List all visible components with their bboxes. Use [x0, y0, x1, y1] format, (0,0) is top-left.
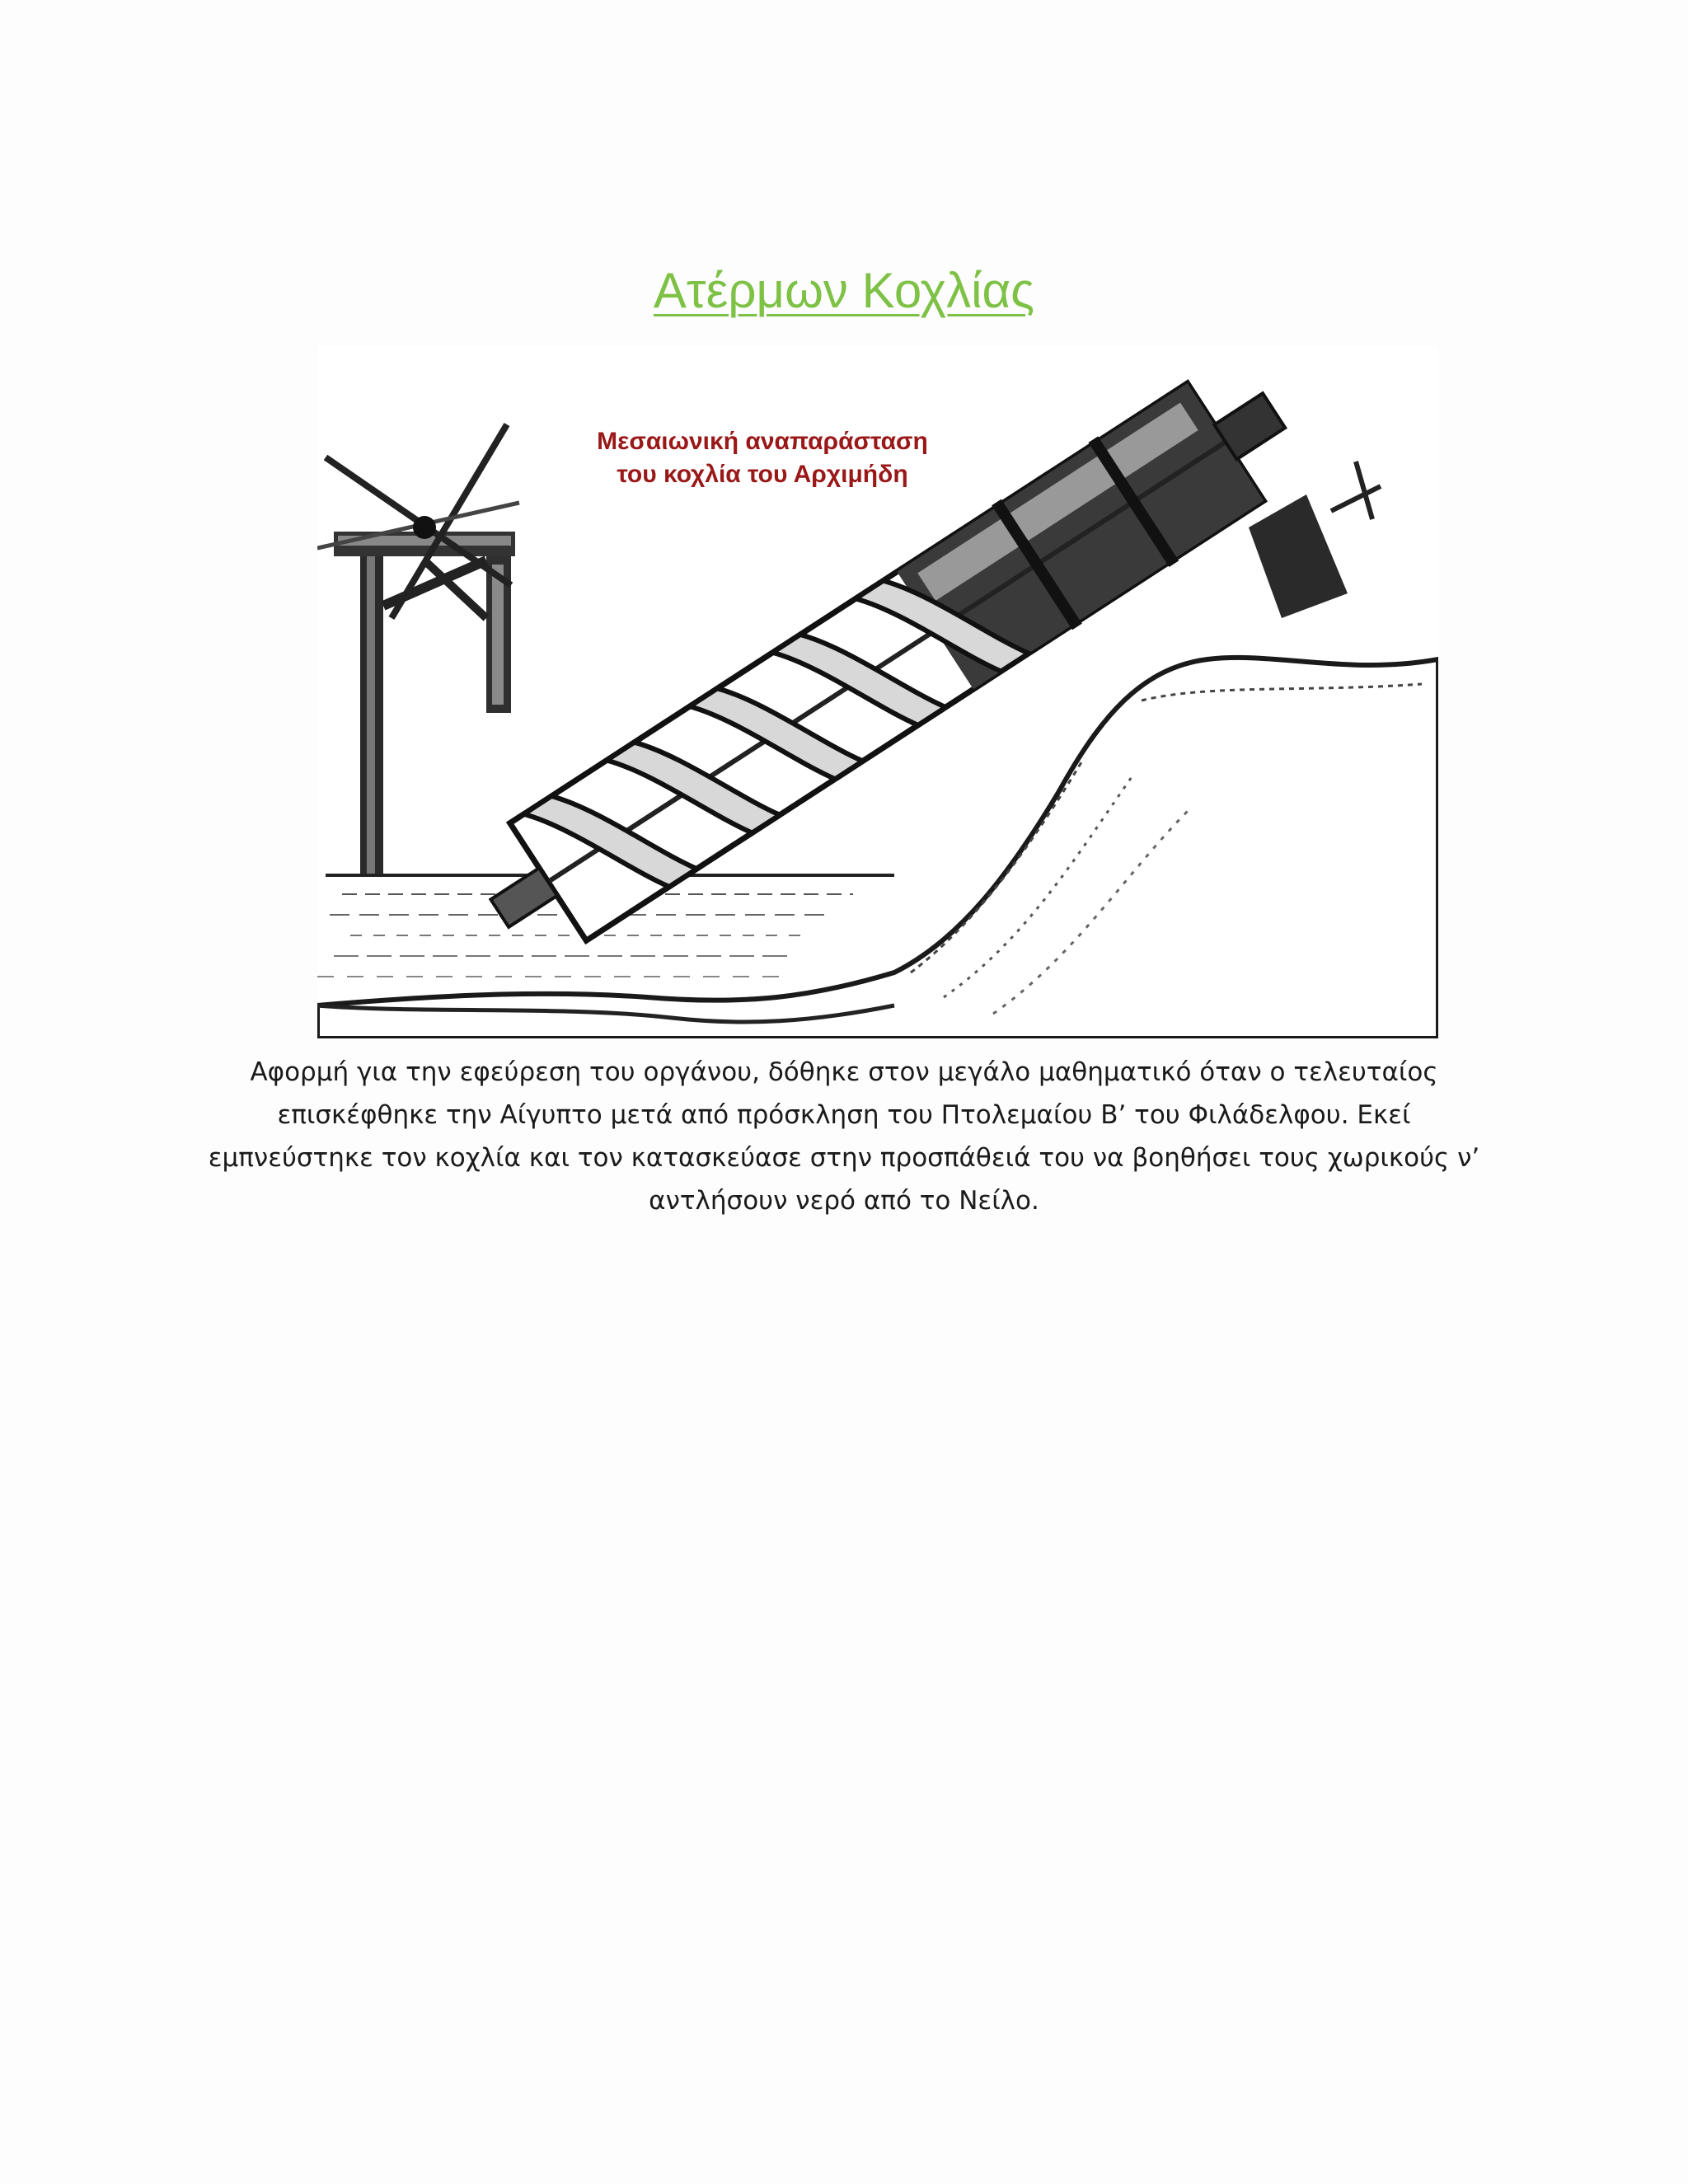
archimedes-screw-illustration: [317, 346, 1438, 1038]
document-title: Ατέρμων Κοχλίας: [653, 263, 1035, 318]
description-paragraph: Αφορμή για την εφεύρεση του οργάνου, δόθηκε στον μεγάλο μαθηματικό όταν ο τελευταίος επισκέφθηκε την Αίγυπτο μετά από πρόσκληση του Πτολεμαίου Β’ του Φιλάδελφου. Εκεί εμπνεύστηκε τον κοχλία και τον κατασκεύασε στην προσπάθειά του να βοηθήσει τους χωρικούς ν’ αντλήσουν νερό από το Νείλο.: [208, 1057, 1480, 1216]
illustration-caption-line1: Μεσαιωνική αναπαράσταση: [597, 428, 928, 455]
illustration-caption-line2: του κοχλία του Αρχιμήδη: [617, 461, 908, 488]
screw-support: [1249, 462, 1381, 618]
illustration-drawing: [317, 346, 1438, 1038]
